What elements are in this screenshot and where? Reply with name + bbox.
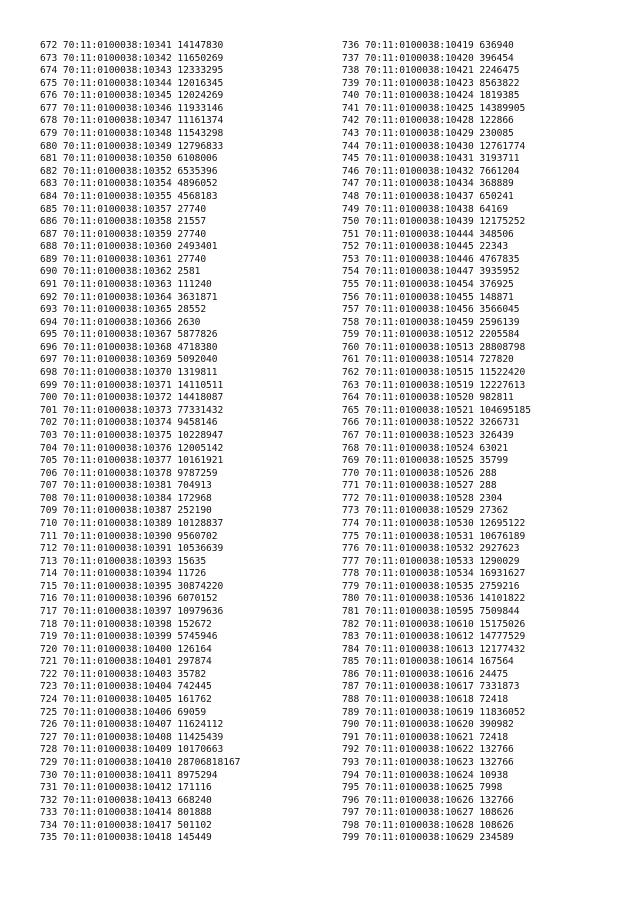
record-line: 676 70:11:0100038:10345 12024269 [40, 90, 224, 102]
record-line: 761 70:11:0100038:10514 727820 [342, 354, 514, 366]
record-line: 783 70:11:0100038:10612 14777529 [342, 631, 526, 643]
record-line: 775 70:11:0100038:10531 10676189 [342, 530, 526, 542]
record-line: 779 70:11:0100038:10535 2759216 [342, 580, 520, 592]
record-line: 712 70:11:0100038:10391 10536639 [40, 543, 224, 555]
record-line: 687 70:11:0100038:10359 27740 [40, 228, 207, 240]
record-line: 705 70:11:0100038:10377 10161921 [40, 455, 224, 467]
record-line: 690 70:11:0100038:10362 2581 [40, 266, 201, 278]
record-line: 720 70:11:0100038:10400 126164 [40, 643, 212, 655]
record-line: 774 70:11:0100038:10530 12695122 [342, 517, 526, 529]
record-line: 694 70:11:0100038:10366 2630 [40, 316, 201, 328]
record-line: 752 70:11:0100038:10445 22343 [342, 241, 509, 253]
record-line: 794 70:11:0100038:10624 10938 [342, 769, 509, 781]
record-line: 706 70:11:0100038:10378 9787259 [40, 467, 218, 479]
record-line: 695 70:11:0100038:10367 5877826 [40, 329, 218, 341]
record-line: 679 70:11:0100038:10348 11543298 [40, 128, 224, 140]
record-line: 700 70:11:0100038:10372 14418087 [40, 392, 224, 404]
record-line: 791 70:11:0100038:10621 72418 [342, 731, 509, 743]
record-line: 778 70:11:0100038:10534 16931627 [342, 568, 526, 580]
record-line: 703 70:11:0100038:10375 10228947 [40, 429, 224, 441]
record-line: 740 70:11:0100038:10424 1819385 [342, 90, 520, 102]
record-line: 693 70:11:0100038:10365 28552 [40, 304, 207, 316]
record-line: 747 70:11:0100038:10434 368889 [342, 178, 514, 190]
record-line: 704 70:11:0100038:10376 12005142 [40, 442, 224, 454]
record-line: 725 70:11:0100038:10406 69059 [40, 706, 207, 718]
record-line: 733 70:11:0100038:10414 801888 [40, 807, 212, 819]
record-line: 757 70:11:0100038:10456 3566045 [342, 304, 520, 316]
record-line: 764 70:11:0100038:10520 982811 [342, 392, 514, 404]
record-line: 684 70:11:0100038:10355 4568183 [40, 190, 218, 202]
record-line: 713 70:11:0100038:10393 15635 [40, 555, 207, 567]
record-line: 675 70:11:0100038:10344 12016345 [40, 77, 224, 89]
record-line: 677 70:11:0100038:10346 11933146 [40, 102, 224, 114]
record-line: 792 70:11:0100038:10622 132766 [342, 744, 514, 756]
record-line: 697 70:11:0100038:10369 5092040 [40, 354, 218, 366]
record-line: 776 70:11:0100038:10532 2927623 [342, 543, 520, 555]
record-line: 780 70:11:0100038:10536 14101822 [342, 593, 526, 605]
record-line: 768 70:11:0100038:10524 63021 [342, 442, 509, 454]
record-line: 688 70:11:0100038:10360 2493401 [40, 241, 218, 253]
record-line: 784 70:11:0100038:10613 12177432 [342, 643, 526, 655]
record-line: 726 70:11:0100038:10407 11624112 [40, 719, 224, 731]
record-line: 793 70:11:0100038:10623 132766 [342, 756, 514, 768]
record-line: 691 70:11:0100038:10363 111240 [40, 278, 212, 290]
record-line: 741 70:11:0100038:10425 14389905 [342, 102, 526, 114]
record-line: 797 70:11:0100038:10627 108626 [342, 807, 514, 819]
record-line: 683 70:11:0100038:10354 4896052 [40, 178, 218, 190]
record-line: 759 70:11:0100038:10512 2205584 [342, 329, 520, 341]
record-line: 729 70:11:0100038:10410 28706818167 [40, 756, 241, 768]
record-line: 686 70:11:0100038:10358 21557 [40, 216, 207, 228]
record-line: 751 70:11:0100038:10444 348506 [342, 228, 514, 240]
record-line: 689 70:11:0100038:10361 27740 [40, 253, 207, 265]
record-line: 731 70:11:0100038:10412 171116 [40, 782, 212, 794]
record-line: 756 70:11:0100038:10455 148871 [342, 291, 514, 303]
record-line: 772 70:11:0100038:10528 2304 [342, 492, 503, 504]
record-line: 698 70:11:0100038:10370 1319811 [40, 367, 218, 379]
record-line: 777 70:11:0100038:10533 1290029 [342, 555, 520, 567]
record-line: 763 70:11:0100038:10519 12227613 [342, 379, 526, 391]
record-line: 796 70:11:0100038:10626 132766 [342, 794, 514, 806]
record-line: 715 70:11:0100038:10395 30874220 [40, 580, 224, 592]
record-line: 728 70:11:0100038:10409 10170663 [40, 744, 224, 756]
record-line: 708 70:11:0100038:10384 172968 [40, 492, 212, 504]
record-line: 746 70:11:0100038:10432 7661204 [342, 165, 520, 177]
record-line: 734 70:11:0100038:10417 501102 [40, 819, 212, 831]
record-line: 711 70:11:0100038:10390 9560702 [40, 530, 218, 542]
record-line: 672 70:11:0100038:10341 14147830 [40, 40, 224, 51]
record-line: 795 70:11:0100038:10625 7998 [342, 782, 503, 794]
record-line: 750 70:11:0100038:10439 12175252 [342, 216, 526, 228]
record-line: 719 70:11:0100038:10399 5745946 [40, 631, 218, 643]
record-line: 722 70:11:0100038:10403 35782 [40, 668, 207, 680]
record-line: 727 70:11:0100038:10408 11425439 [40, 731, 224, 743]
record-line: 748 70:11:0100038:10437 650241 [342, 190, 514, 202]
record-line: 745 70:11:0100038:10431 3193711 [342, 153, 520, 165]
record-line: 736 70:11:0100038:10419 636940 [342, 40, 514, 51]
record-line: 701 70:11:0100038:10373 77331432 [40, 404, 224, 416]
record-line: 702 70:11:0100038:10374 9458146 [40, 417, 218, 429]
record-line: 758 70:11:0100038:10459 2596139 [342, 316, 520, 328]
record-line: 681 70:11:0100038:10350 6108006 [40, 153, 218, 165]
record-line: 682 70:11:0100038:10352 6535396 [40, 165, 218, 177]
record-line: 680 70:11:0100038:10349 12796833 [40, 140, 224, 152]
record-line: 707 70:11:0100038:10381 704913 [40, 480, 212, 492]
record-line: 737 70:11:0100038:10420 396454 [342, 52, 514, 64]
record-line: 771 70:11:0100038:10527 288 [342, 480, 497, 492]
record-line: 788 70:11:0100038:10618 72418 [342, 694, 509, 706]
record-line: 753 70:11:0100038:10446 4767835 [342, 253, 520, 265]
record-line: 717 70:11:0100038:10397 10979636 [40, 606, 224, 618]
record-line: 724 70:11:0100038:10405 161762 [40, 694, 212, 706]
record-line: 770 70:11:0100038:10526 288 [342, 467, 497, 479]
record-line: 762 70:11:0100038:10515 11522420 [342, 367, 526, 379]
record-line: 739 70:11:0100038:10423 8563822 [342, 77, 520, 89]
record-line: 699 70:11:0100038:10371 14110511 [40, 379, 224, 391]
record-line: 744 70:11:0100038:10430 12761774 [342, 140, 526, 152]
record-line: 767 70:11:0100038:10523 326439 [342, 429, 514, 441]
right-column [342, 40, 531, 845]
left-column [40, 40, 240, 845]
record-line: 789 70:11:0100038:10619 11836052 [342, 706, 526, 718]
record-line: 786 70:11:0100038:10616 24475 [342, 668, 509, 680]
record-line: 799 70:11:0100038:10629 234589 [342, 832, 514, 844]
record-line: 743 70:11:0100038:10429 230085 [342, 128, 514, 140]
record-line: 714 70:11:0100038:10394 11726 [40, 568, 207, 580]
record-line: 754 70:11:0100038:10447 3935952 [342, 266, 520, 278]
record-line: 685 70:11:0100038:10357 27740 [40, 203, 207, 215]
record-line: 787 70:11:0100038:10617 7331873 [342, 681, 520, 693]
record-line: 735 70:11:0100038:10418 145449 [40, 832, 212, 844]
record-line: 732 70:11:0100038:10413 668240 [40, 794, 212, 806]
record-line: 696 70:11:0100038:10368 4718380 [40, 341, 218, 353]
record-line: 730 70:11:0100038:10411 8975294 [40, 769, 218, 781]
record-line: 738 70:11:0100038:10421 2246475 [342, 65, 520, 77]
record-line: 798 70:11:0100038:10628 108626 [342, 819, 514, 831]
record-line: 721 70:11:0100038:10401 297874 [40, 656, 212, 668]
record-line: 782 70:11:0100038:10610 15175026 [342, 618, 526, 630]
record-line: 692 70:11:0100038:10364 3631871 [40, 291, 218, 303]
record-line: 673 70:11:0100038:10342 11650269 [40, 52, 224, 64]
record-line: 716 70:11:0100038:10396 6070152 [40, 593, 218, 605]
record-line: 790 70:11:0100038:10620 390982 [342, 719, 514, 731]
record-line: 785 70:11:0100038:10614 167564 [342, 656, 514, 668]
record-line: 765 70:11:0100038:10521 104695185 [342, 404, 531, 416]
record-line: 749 70:11:0100038:10438 64169 [342, 203, 509, 215]
record-line: 723 70:11:0100038:10404 742445 [40, 681, 212, 693]
record-line: 674 70:11:0100038:10343 12333295 [40, 65, 224, 77]
record-line: 781 70:11:0100038:10595 7509844 [342, 606, 520, 618]
record-line: 709 70:11:0100038:10387 252190 [40, 505, 212, 517]
record-line: 755 70:11:0100038:10454 376925 [342, 278, 514, 290]
record-line: 760 70:11:0100038:10513 28808798 [342, 341, 526, 353]
record-line: 766 70:11:0100038:10522 3266731 [342, 417, 520, 429]
record-line: 742 70:11:0100038:10428 122866 [342, 115, 514, 127]
record-line: 710 70:11:0100038:10389 10128837 [40, 517, 224, 529]
record-line: 718 70:11:0100038:10398 152672 [40, 618, 212, 630]
record-line: 769 70:11:0100038:10525 35799 [342, 455, 509, 467]
record-line: 773 70:11:0100038:10529 27362 [342, 505, 509, 517]
record-line: 678 70:11:0100038:10347 11161374 [40, 115, 224, 127]
